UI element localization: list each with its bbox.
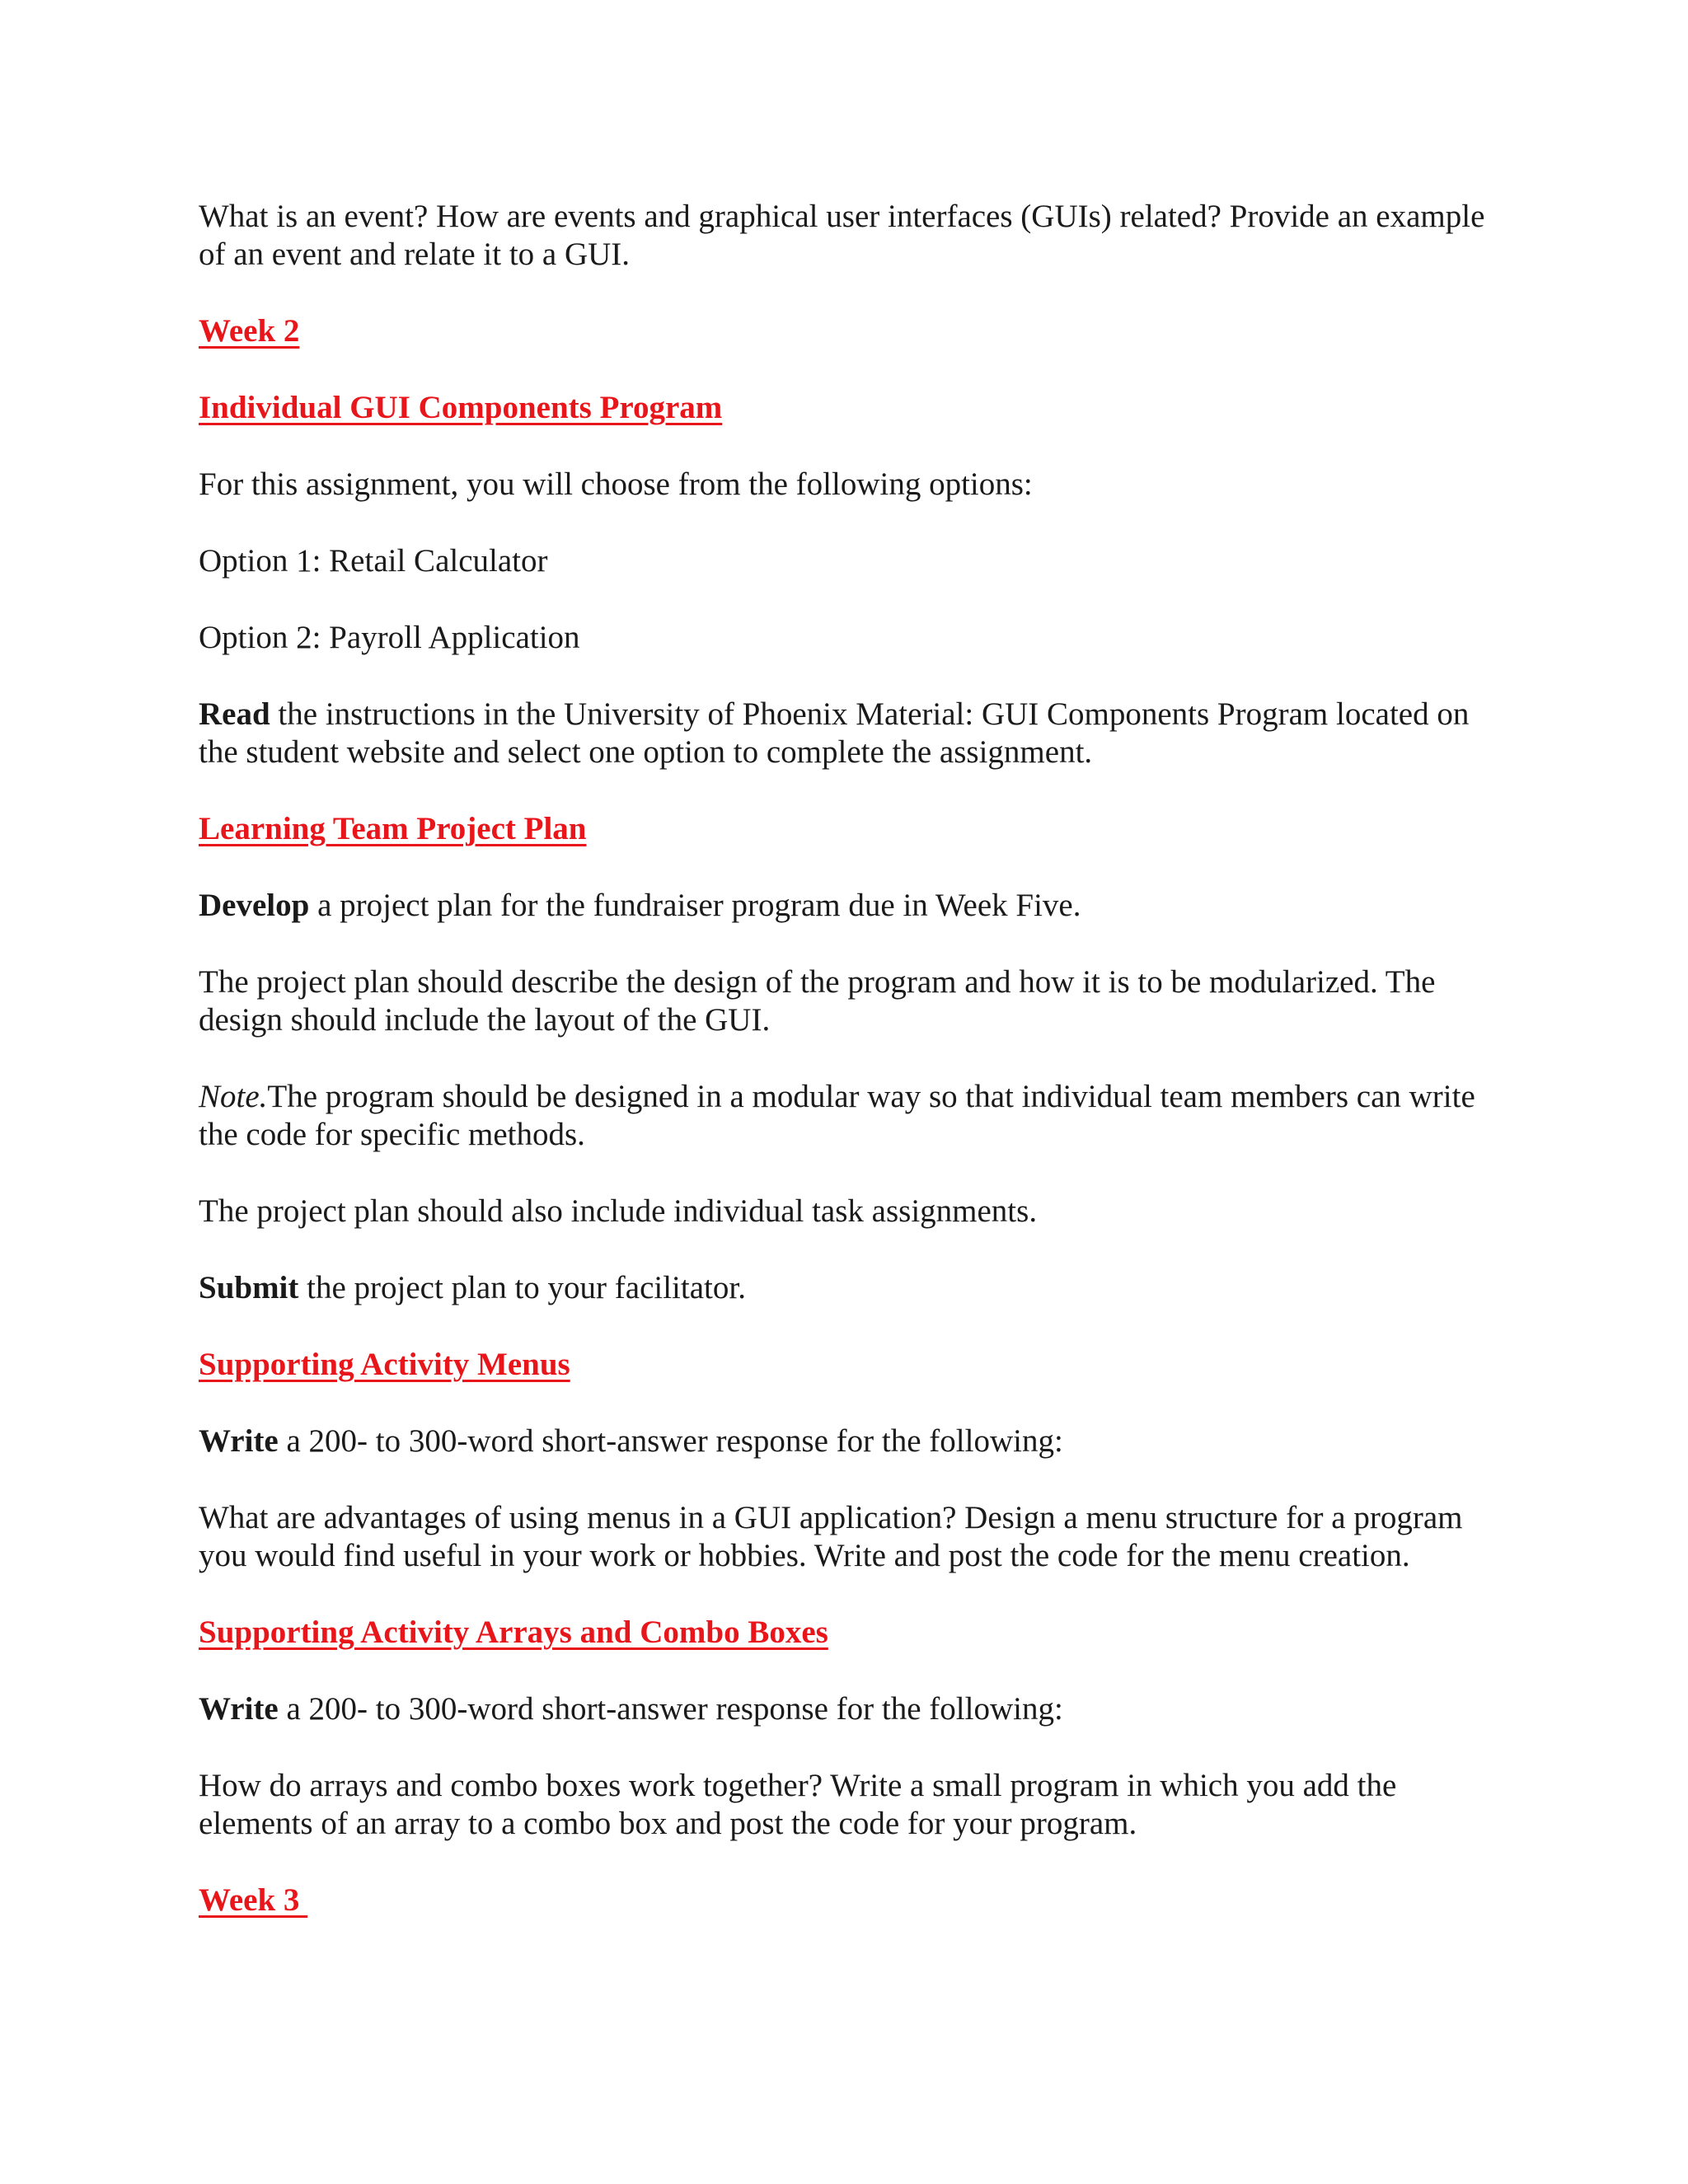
learning-team-project-plan-heading: Learning Team Project Plan <box>199 811 587 846</box>
week-2-heading: Week 2 <box>199 313 300 349</box>
supporting-activity-arrays-heading: Supporting Activity Arrays and Combo Boxes <box>199 1615 828 1650</box>
plan-tasks-paragraph: The project plan should also include individual task assignments. <box>199 1193 1038 1229</box>
option-1-paragraph: Option 1: Retail Calculator <box>199 543 548 579</box>
note-text: The program should be designed in a modular way so that individual team members can write the code for specific methods. <box>199 1079 1475 1152</box>
read-keyword: Read <box>199 696 270 732</box>
submit-paragraph <box>199 1269 1501 1307</box>
read-text: the instructions in the University of Phoenix Material: GUI Components Program located on the student website and select one option to complete the assignment. <box>199 696 1470 770</box>
develop-paragraph <box>199 887 1501 925</box>
submit-text: the project plan to your facilitator. <box>298 1270 746 1305</box>
note-paragraph <box>199 1078 1501 1154</box>
menus-write-keyword: Write <box>199 1423 279 1459</box>
develop-text: a project plan for the fundraiser program due in Week Five. <box>309 888 1081 923</box>
menus-write-paragraph <box>199 1422 1501 1460</box>
week-3-heading: Week 3 <box>199 1882 308 1918</box>
arrays-question-paragraph: How do arrays and combo boxes work together? Write a small program in which you add the elements of an array to a combo box and post the code for your program. <box>199 1768 1397 1841</box>
note-label: Note. <box>199 1079 268 1114</box>
option-2-paragraph: Option 2: Payroll Application <box>199 620 580 655</box>
develop-keyword: Develop <box>199 888 310 923</box>
menus-question-paragraph: What are advantages of using menus in a GUI application? Design a menu structure for a program you would find useful in your work or hobbies. Write and post the code for the menu creation. <box>199 1500 1463 1573</box>
supporting-activity-menus-heading: Supporting Activity Menus <box>199 1347 570 1382</box>
intro-paragraph: What is an event? How are events and graphical user interfaces (GUIs) related? Provide an example of an event and relate it to a GUI. <box>199 199 1485 272</box>
arrays-write-keyword: Write <box>199 1691 279 1727</box>
menus-write-text: a 200- to 300-word short-answer response for the following: <box>278 1423 1063 1459</box>
document-content <box>199 198 1501 1958</box>
gui-components-heading: Individual GUI Components Program <box>199 390 723 425</box>
arrays-write-text: a 200- to 300-word short-answer response for the following: <box>278 1691 1063 1727</box>
options-intro-paragraph: For this assignment, you will choose from the following options: <box>199 466 1033 502</box>
plan-design-paragraph: The project plan should describe the design of the program and how it is to be modularized. The design should include the layout of the GUI. <box>199 964 1436 1038</box>
read-instructions-paragraph <box>199 696 1501 771</box>
submit-keyword: Submit <box>199 1270 299 1305</box>
arrays-write-paragraph <box>199 1690 1501 1728</box>
